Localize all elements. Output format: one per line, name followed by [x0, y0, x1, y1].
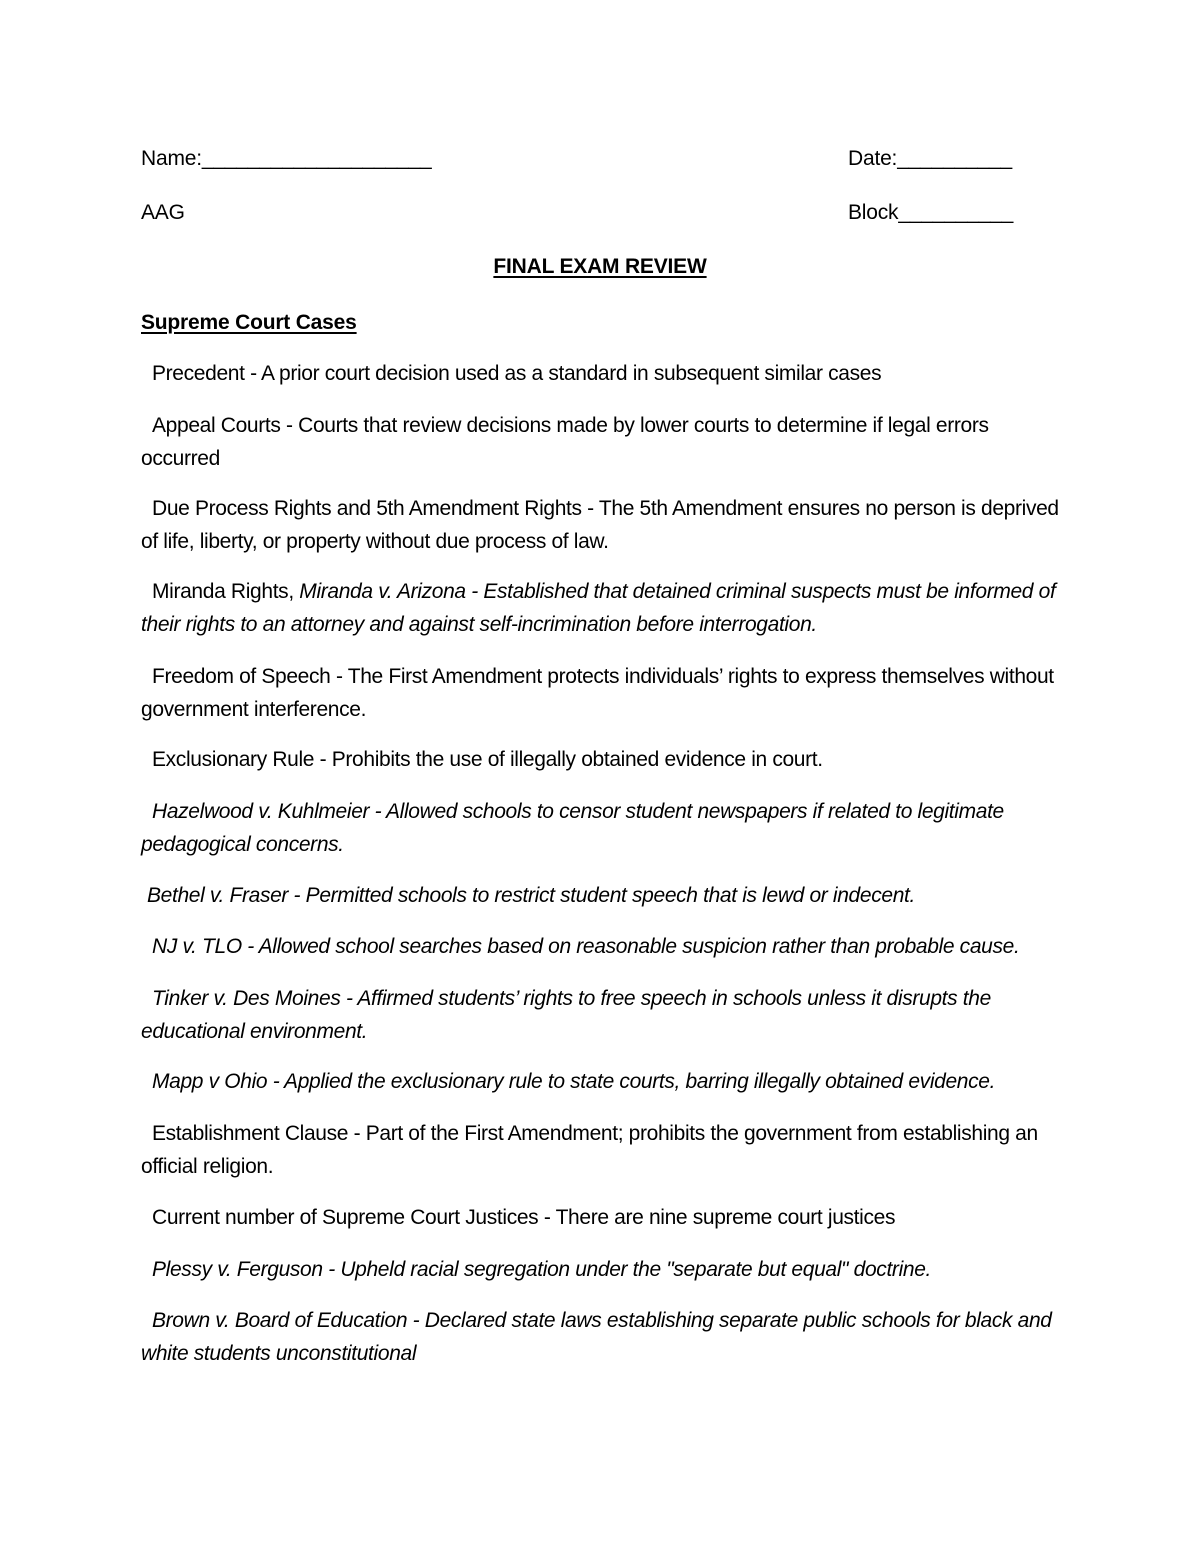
review-entry-bethel: Bethel v. Fraser - Permitted schools to restrict student speech that is lewd or indecent. — [147, 884, 915, 907]
section-title: Supreme Court Cases — [141, 311, 357, 334]
block-field-label: Block__________ — [848, 201, 1014, 224]
review-entry-nj-v-tlo: NJ v. TLO - Allowed school searches based on reasonable suspicion rather than probable cause. — [152, 935, 1020, 958]
date-field-label: Date:__________ — [848, 147, 1012, 170]
review-entry-exclusionary-rule: Exclusionary Rule - Prohibits the use of illegally obtained evidence in court. — [152, 748, 823, 771]
review-entry-hazelwood: Hazelwood v. Kuhlmeier - Allowed schools to censor student newspapers if related to legitimate pedagogical concerns. — [141, 800, 1004, 856]
name-field-label: Name:____________________ — [141, 147, 432, 170]
review-entry-justices: Current number of Supreme Court Justices - There are nine supreme court justices — [152, 1206, 896, 1229]
review-entry-tinker: Tinker v. Des Moines - Affirmed students’ rights to free speech in schools unless it disrupts the educational environment. — [141, 987, 991, 1043]
review-entry-mapp: Mapp v Ohio - Applied the exclusionary rule to state courts, barring illegally obtained evidence. — [152, 1070, 996, 1093]
course-label: AAG — [141, 201, 185, 224]
review-entry-establishment-clause: Establishment Clause - Part of the First Amendment; prohibits the government from establishing an official religion. — [141, 1122, 1038, 1178]
review-entry-freedom-of-speech: Freedom of Speech - The First Amendment protects individuals’ rights to express themselves without government interference. — [141, 665, 1054, 721]
document-title: FINAL EXAM REVIEW — [493, 255, 707, 278]
review-entry-miranda — [141, 576, 1071, 641]
review-entry-appeal-courts: Appeal Courts - Courts that review decisions made by lower courts to determine if legal errors occurred — [141, 414, 989, 470]
review-entry-brown: Brown v. Board of Education - Declared state laws establishing separate public schools for black and white students unconstitutional — [141, 1309, 1052, 1365]
review-entry-precedent: Precedent - A prior court decision used as a standard in subsequent similar cases — [152, 362, 882, 385]
entry-term: Miranda Rights, — [152, 580, 300, 603]
review-entry-due-process: Due Process Rights and 5th Amendment Rights - The 5th Amendment ensures no person is deprived of life, liberty, or property without due process of law. — [141, 497, 1059, 553]
entry-italic-text: Miranda v. Arizona - Established that detained criminal suspects must be informed of their rights to an attorney and against self-incrimination before interrogation. — [141, 580, 1056, 636]
review-entry-plessy: Plessy v. Ferguson - Upheld racial segregation under the "separate but equal" doctrine. — [152, 1258, 932, 1281]
